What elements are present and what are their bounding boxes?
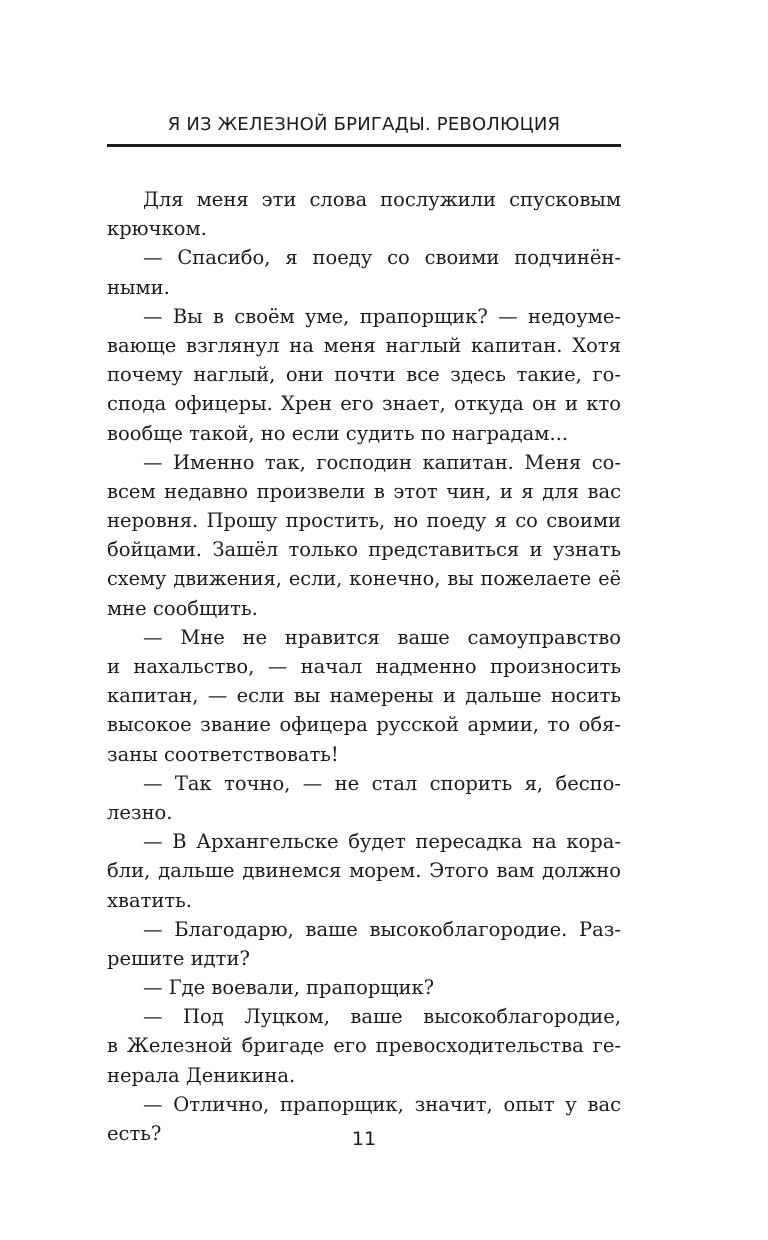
- text-line: всем недавно произвели в этот чин, и я для вас: [107, 479, 621, 503]
- text-line: крючком.: [107, 217, 207, 241]
- text-line: — Именно так, господин капитан. Меня со-: [143, 450, 621, 474]
- text-line: — Спасибо, я поеду со своими подчинён-: [143, 246, 621, 270]
- text-line: вообще такой, но если судить по наградам...: [107, 421, 569, 445]
- text-line: в Железной бригаде его превосходительства ге-: [107, 1034, 621, 1058]
- body-text: [107, 185, 621, 1148]
- page-number: 11: [351, 1128, 377, 1150]
- text-line: — Благодарю, ваше высокоблагородие. Раз-: [143, 917, 621, 941]
- text-line: бли, дальше двинемся морем. Этого вам должно: [107, 859, 621, 883]
- text-line: — Так точно, — не стал спорить я, беспо-: [143, 771, 621, 795]
- text-line: мне сообщить.: [107, 596, 258, 620]
- header-rule: [107, 144, 621, 147]
- text-line: ными.: [107, 275, 170, 299]
- text-line: есть?: [107, 1122, 162, 1145]
- text-line: лезно.: [107, 800, 173, 824]
- text-line: заны соответствовать!: [107, 742, 339, 766]
- text-line: высокое звание офицера русской армии, то обя-: [107, 713, 621, 737]
- text-line: бойцами. Зашёл только представиться и узнать: [107, 538, 621, 562]
- text-line: — Вы в своём уме, прапорщик? — недоуме-: [143, 304, 621, 328]
- text-line: и нахальство, — начал надменно произносить: [107, 655, 621, 678]
- text-line: почему наглый, они почти все здесь такие, го-: [107, 363, 621, 387]
- text-line: — Где воевали, прапорщик?: [143, 976, 435, 1000]
- text-line: капитан, — если вы намерены и дальше носить: [107, 684, 621, 708]
- text-line: — В Архангельске будет пересадка на кора-: [143, 830, 621, 854]
- text-line: неровня. Прошу простить, но поеду я со своими: [107, 509, 621, 533]
- text-line: Для меня эти слова послужили спусковым: [143, 188, 621, 211]
- text-line: — Отлично, прапорщик, значит, опыт у вас: [143, 1092, 621, 1116]
- text-line: решите идти?: [107, 946, 250, 970]
- text-line: — Под Луцком, ваше высокоблагородие,: [143, 1005, 621, 1029]
- running-head: Я ИЗ ЖЕЛЕЗНОЙ БРИГАДЫ. РЕВОЛЮЦИЯ: [167, 114, 561, 135]
- text-line: спода офицеры. Хрен его знает, откуда он и кто: [107, 392, 621, 416]
- text-line: схему движения, если, конечно, вы пожелаете её: [107, 567, 621, 591]
- text-line: — Мне не нравится ваше самоуправство: [143, 625, 621, 649]
- text-line: хватить.: [107, 888, 192, 912]
- text-line: нерала Деникина.: [107, 1063, 296, 1087]
- text-line: вающе взглянул на меня наглый капитан. Хотя: [107, 333, 621, 357]
